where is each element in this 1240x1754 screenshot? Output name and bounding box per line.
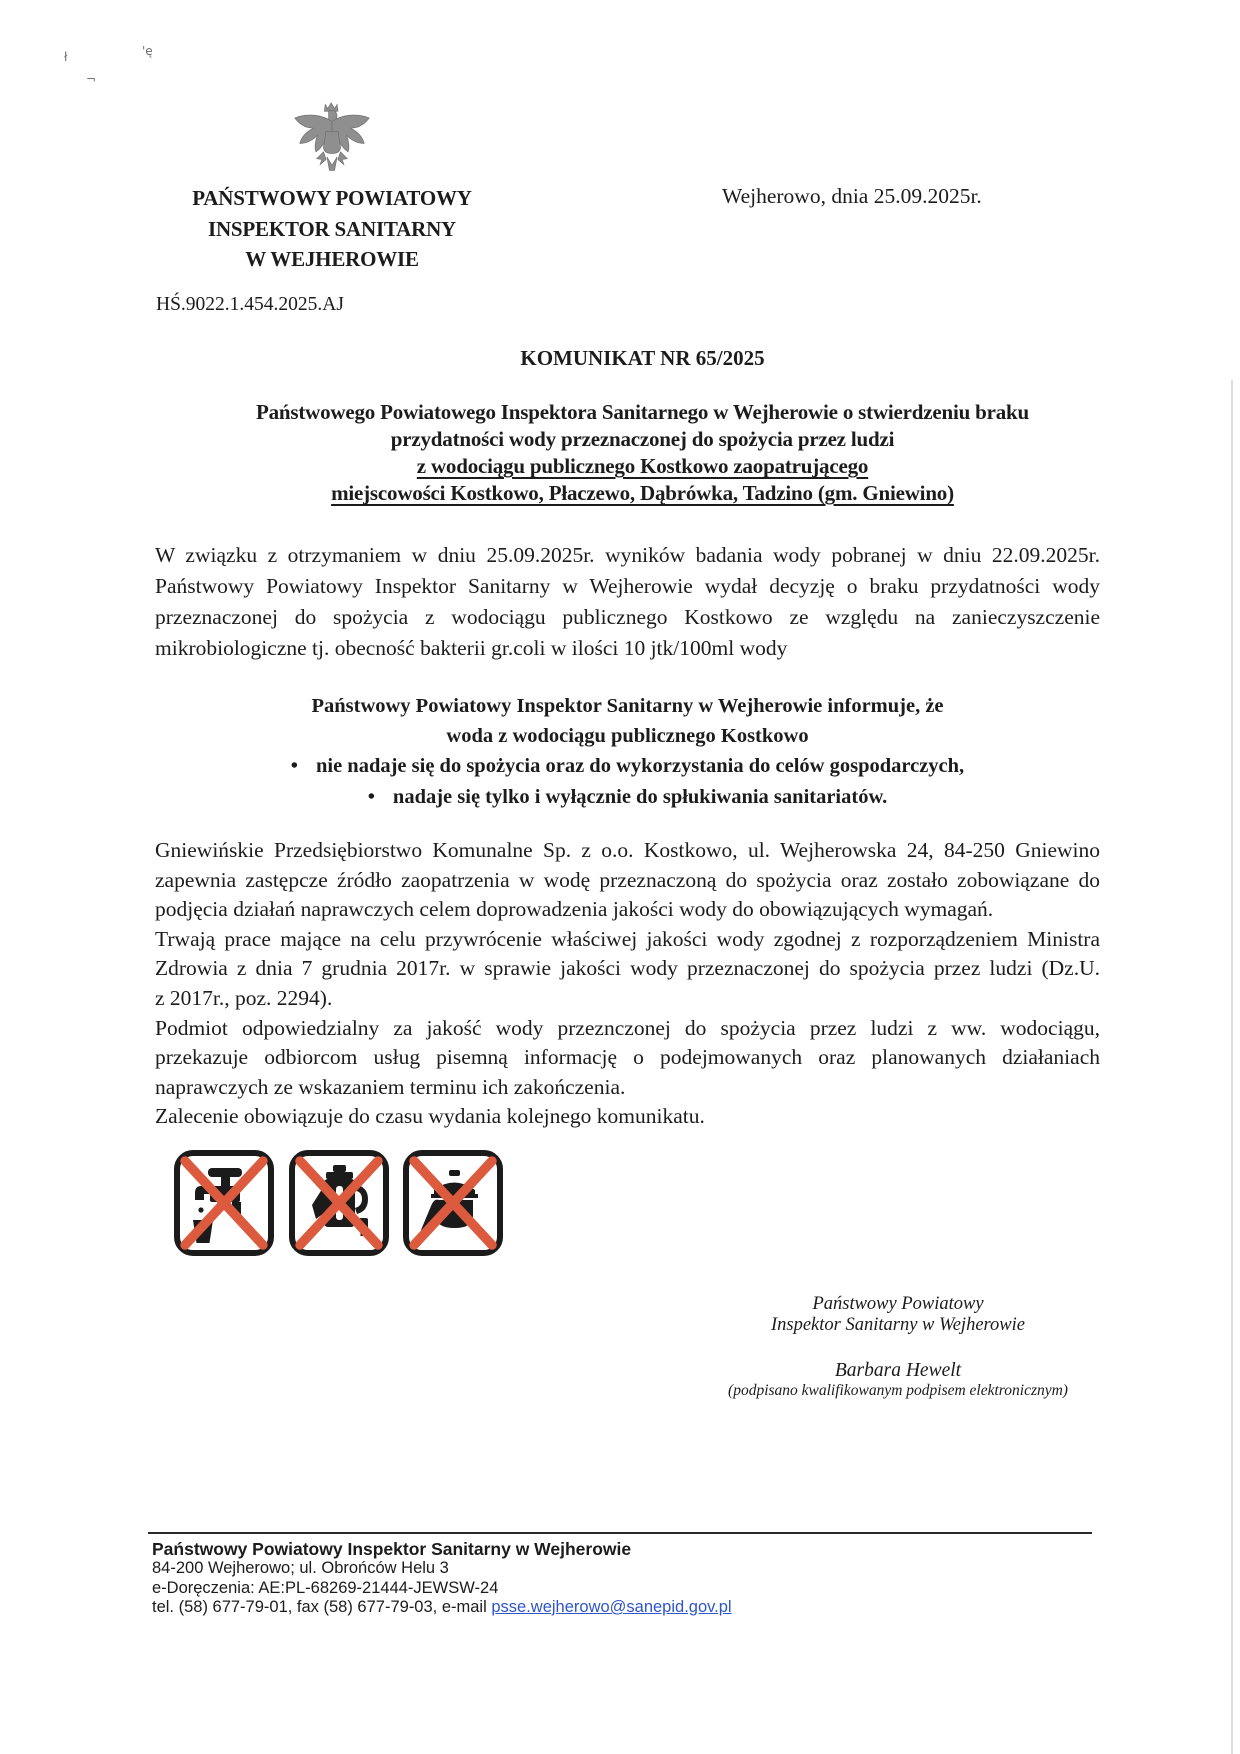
komunikat-subtitle (160, 399, 1125, 507)
subtitle-line: przydatności wody przeznaczonej do spożycia przez ludzi (390, 427, 895, 451)
bullet-icon: • (290, 755, 298, 777)
subtitle-line-underlined: z wodociągu publicznego Kostkowo zaopatrującego (416, 454, 869, 478)
footer-address: 84-200 Wejherowo; ul. Obrońców Helu 3 (152, 1559, 449, 1578)
body-line: z 2017r., poz. 2294). (155, 985, 333, 1010)
restrictions-list (155, 751, 1100, 813)
org-name-line: INSPEKTOR SANITARNY (207, 216, 457, 241)
footer-edelivery: e-Doręczenia: AE:PL-68269-21444-JEWSW-24 (152, 1578, 499, 1597)
no-drinking-tap-water-icon (172, 1148, 276, 1258)
bullet-item (155, 782, 1100, 813)
no-kettle-boiling-water-icon (287, 1148, 391, 1258)
footer-contact-text: tel. (58) 677-79-01, fax (58) 677-79-03, e-mail (152, 1597, 492, 1616)
scan-artifact-mark: 'ę (142, 44, 153, 58)
bullet-text: nie nadaje się do spożycia oraz do wykorzystania do celów gospodarczych, (315, 755, 965, 777)
body-line: Podmiot odpowiedzialny za jakość wody przeznczonej do spożycia przez ludzi z ww. wodociągu, (155, 1015, 1100, 1040)
bullet-text: nadaje się tylko i wyłącznie do spłukiwania sanitariatów. (392, 786, 888, 808)
footer-block (152, 1540, 1112, 1617)
prohibition-icons-row (172, 1148, 532, 1258)
footer-divider (148, 1532, 1092, 1534)
body-line: W związku z otrzymaniem w dniu 25.09.2025r. wyników badania wody pobranej w dniu 22.09.2025r. (155, 543, 1100, 567)
body-line: Gniewińskie Przedsiębiorstwo Komunalne Sp. z o.o. Kostkowo, ul. Wejherowska 24, 84-250 Gniewino (155, 838, 1100, 862)
info-line: woda z wodociągu publicznego Kostkowo (446, 725, 809, 747)
place-and-date: Wejherowo, dnia 25.09.2025r. (722, 184, 982, 208)
komunikat-title: KOMUNIKAT NR 65/2025 (520, 346, 765, 370)
org-name-line: PAŃSTWOWY POWIATOWY (192, 186, 472, 210)
footer-org-name: Państwowy Powiatowy Inspektor Sanitarny w Wejherowie (152, 1539, 632, 1559)
signature-title-line: Państwowy Powiatowy (812, 1294, 984, 1314)
paragraph-remedial (155, 836, 1100, 1132)
body-line: Trwają prace mające na celu przywrócenie właściwej jakości wody zgodnej z rozporządzeniem Ministra (155, 926, 1100, 951)
org-name-line: W WEJHEROWIE (245, 247, 419, 271)
signatory-name: Barbara Hewelt (834, 1360, 962, 1381)
body-line: podjęcia działań naprawczych celem doprowadzenia jakości wody do obowiązujących wymagań. (155, 897, 994, 922)
body-line: naprawczych ze wskazaniem terminu ich zakończenia. (155, 1074, 626, 1099)
body-line: Państwowy Powiatowy Inspektor Sanitarny w Wejherowie wydał decyzję o braku przydatności wody (155, 574, 1100, 598)
body-line: zapewnia zastępcze źródło zaopatrzenia w wodę przeznaczoną do spożycia oraz zostało zobowiązane do (155, 867, 1100, 892)
scan-artifact-mark: ł (64, 50, 68, 64)
email-link[interactable]: psse.wejherowo@sanepid.gov.pl (491, 1597, 732, 1616)
polish-eagle-emblem-icon (289, 96, 375, 184)
electronic-signature-note: (podpisano kwalifikowanym podpisem elektronicznym) (728, 1382, 1068, 1399)
body-line: Zalecenie obowiązuje do czasu wydania kolejnego komunikatu. (155, 1104, 705, 1129)
subtitle-line-underlined: miejscowości Kostkowo, Płaczewo, Dąbrówka, Tadzino (gm. Gniewino) (331, 481, 954, 505)
paragraph-intro (155, 540, 1100, 664)
reference-number: HŚ.9022.1.454.2025.AJ (156, 294, 344, 315)
subtitle-line: Państwowego Powiatowego Inspektora Sanitarnego w Wejherowie o stwierdzeniu braku (255, 400, 1030, 424)
body-line: Zdrowia z dnia 7 grudnia 2017r. w sprawie jakości wody przeznaczonej do spożycia przez ludzi (Dz.U. (155, 956, 1100, 981)
scan-artifact-mark: ¬ (86, 72, 97, 86)
signature-title-line: Inspektor Sanitarny w Wejherowie (770, 1315, 1025, 1335)
bullet-icon: • (367, 786, 375, 808)
information-statement (155, 691, 1100, 751)
body-line: mikrobiologiczne tj. obecność bakterii gr.coli w ilości 10 jtk/100ml wody (155, 636, 788, 660)
info-line: Państwowy Powiatowy Inspektor Sanitarny w Wejherowie informuje, że (311, 695, 944, 717)
body-line: przekazuje odbiorcom usług pisemną informację o podejmowanych oraz planowanych działaniach (155, 1045, 1100, 1070)
signature-block (658, 1294, 1138, 1400)
body-line: przeznaczonej do spożycia z wodociągu publicznego Kostkowo ze względu na zanieczyszczenie (155, 605, 1100, 629)
no-cooking-with-water-icon (401, 1148, 505, 1258)
header-organisation-name (160, 183, 504, 275)
scan-edge-shadow (1231, 380, 1233, 1754)
footer-contact (152, 1598, 1112, 1617)
bullet-item (155, 751, 1100, 782)
